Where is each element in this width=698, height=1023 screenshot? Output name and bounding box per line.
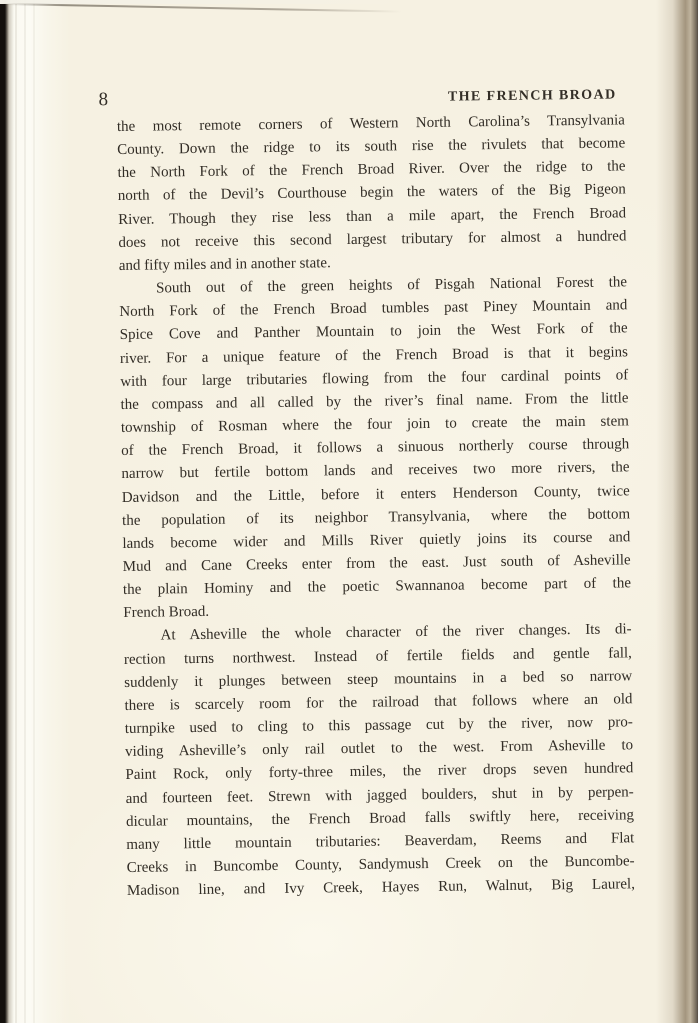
paragraph — [117, 109, 627, 278]
text-line: Madison line, and Ivy Creek, Hayes Run, Walnut, Big Laurel, — [126, 876, 636, 900]
text-line: with four large tributaries flowing from the four cardinal points of — [120, 367, 629, 390]
text-line: dicular mountains, the French Broad falls swiftly here, receiving — [125, 806, 635, 830]
text-line: Creeks in Buncombe County, Sandymush Creek on the Buncombe- — [126, 853, 635, 876]
text-line: viding Asheville’s only rail outlet to the west. From Asheville to — [125, 737, 634, 761]
text-line: north of the Devil’s Courthouse begin the waters of the Big Pigeon — [117, 181, 626, 205]
text-line: the population of its neighbor Transylvania, where the bottom — [121, 505, 631, 529]
text-line: Spice Cove and Panther Mountain to join the West Fork of the — [119, 320, 628, 344]
running-title: THE FRENCH BROAD — [447, 87, 617, 105]
text-line: narrow but fertile bottom lands and receives two more rivers, the — [121, 459, 630, 483]
text-line: Paint Rock, only forty-three miles, the river drops seven hundred — [125, 760, 634, 784]
text-line: rection turns northwest. Instead of fertile fields and gentle fall, — [123, 644, 632, 668]
page-number: 8 — [98, 89, 109, 111]
text-line: and fifty miles and in another state. — [118, 255, 331, 274]
paragraph — [119, 271, 632, 625]
text-line: the most remote corners of Western North Carolina’s Transylvania — [116, 112, 626, 136]
text-line: of the French Broad, it follows a sinuous northerly course through — [121, 436, 630, 460]
text-line: there is scarcely room for the railroad that follows where an old — [124, 691, 633, 714]
text-line: turnpike used to cling to this passage cut by the river, now pro- — [124, 714, 633, 738]
text-line: County. Down the ridge to its south rise the rivulets that become — [117, 135, 626, 159]
text-line: Davidson and the Little, before it enters Henderson County, twice — [121, 482, 630, 506]
text-line: does not receive this second largest tributary for almost a hundred — [118, 228, 627, 251]
text-line: river. For a unique feature of the French Broad is that it begins — [119, 343, 629, 367]
text-line: the plain Hominy and the poetic Swannanoa become part of the — [122, 575, 632, 599]
text-line: suddenly it plunges between steep mountains in a bed so narrow — [124, 668, 633, 691]
text-line: At Asheville the whole character of the river changes. Its di- — [160, 621, 632, 644]
text-line: Mud and Cane Creeks enter from the east. Just south of Asheville — [122, 552, 631, 575]
text-line: French Broad. — [123, 604, 210, 622]
text-line: many little mountain tributaries: Beaverdam, Reems and Flat — [126, 830, 635, 853]
text-line: River. Though they rise less than a mile apart, the French Broad — [118, 204, 627, 228]
text-line: the compass and all called by the river’s final name. From the little — [120, 390, 629, 413]
text-line: township of Rosman where the four join to create the main stem — [120, 413, 629, 437]
paragraph — [123, 619, 635, 904]
page-header — [98, 82, 616, 111]
text-line: North Fork of the French Broad tumbles past Piney Mountain and — [119, 297, 628, 321]
body-text — [117, 109, 635, 903]
text-line: and fourteen feet. Strewn with jagged boulders, shut in by perpen- — [125, 783, 634, 807]
text-line: the North Fork of the French Broad River. Over the ridge to the — [117, 158, 626, 182]
text-line: South out of the green heights of Pisgah National Forest the — [155, 274, 628, 297]
text-line: lands become wider and Mills River quietly joins its course and — [122, 529, 631, 552]
